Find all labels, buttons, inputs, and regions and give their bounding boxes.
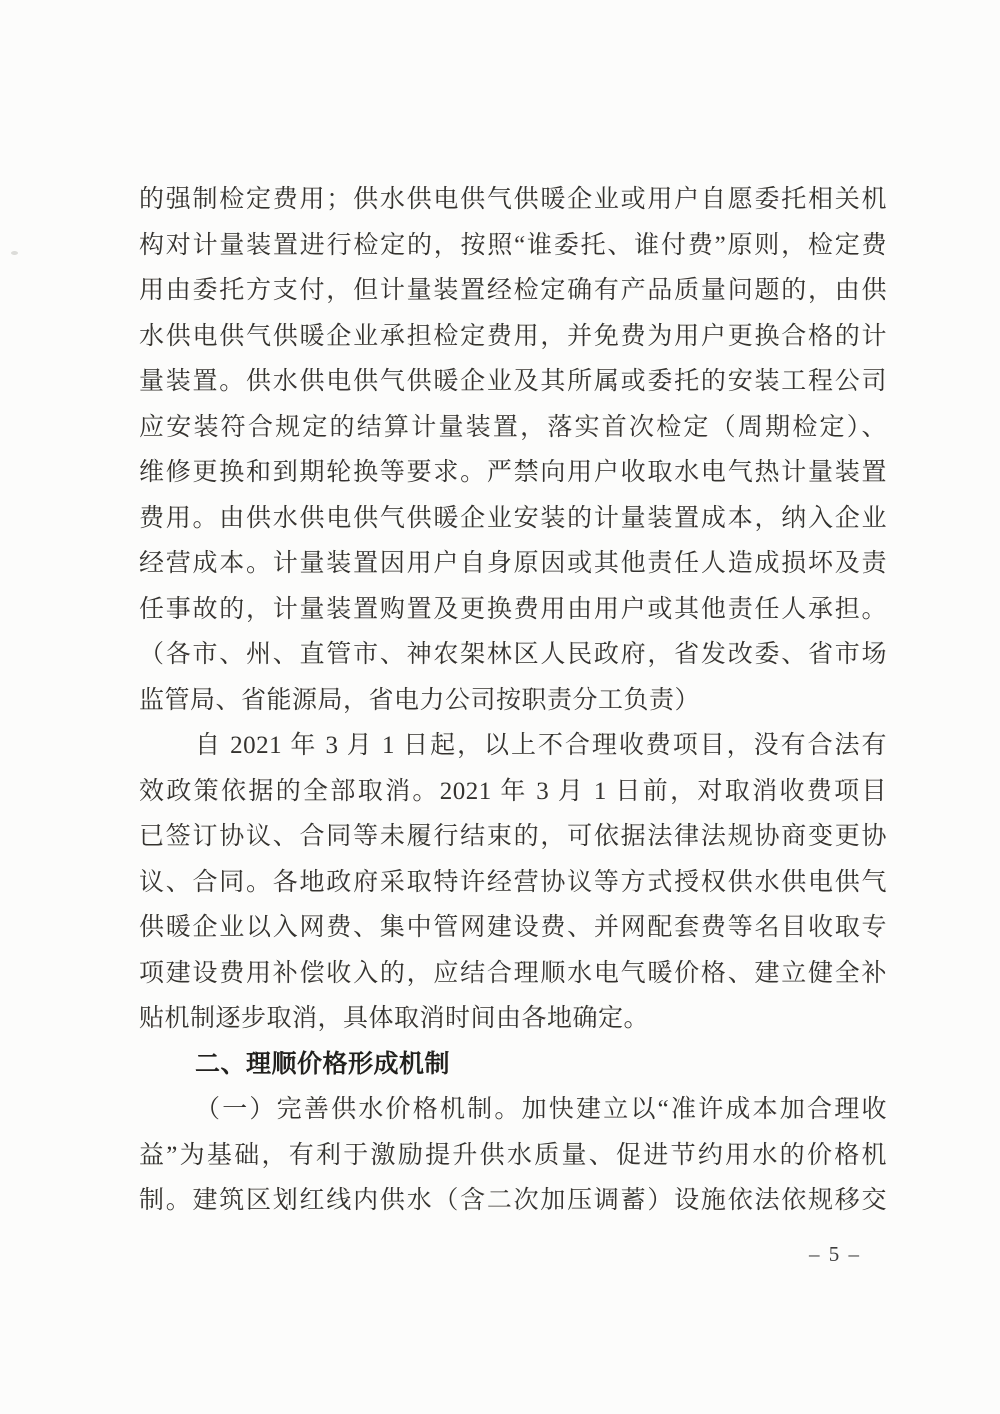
text-line: 量装置。供水供电供气供暖企业及其所属或委托的安装工程公司 (139, 368, 887, 395)
text-line: 构对计量装置进行检定的，按照“谁委托、谁付费”原则，检定费 (139, 231, 887, 259)
text-line: 水供电供气供暖企业承担检定费用，并免费为用户更换合格的计 (139, 322, 887, 350)
text-line: 制。建筑区划红线内供水（含二次加压调蓄）设施依法依规移交 (139, 1187, 887, 1214)
text-line: 监管局、省能源局，省电力公司按职责分工负责） (139, 686, 701, 714)
text-line: 应安装符合规定的结算计量装置，落实首次检定（周期检定）、 (139, 413, 887, 441)
text-line: 用由委托方支付，但计量装置经检定确有产品质量问题的，由供 (139, 277, 887, 304)
page-number: – 5 – (809, 1242, 861, 1266)
text-line: 益”为基础，有利于激励提升供水质量、促进节约用水的价格机 (139, 1141, 887, 1169)
text-line: 贴机制逐步取消，具体取消时间由各地确定。 (139, 1005, 650, 1032)
text-line: 项建设费用补偿收入的，应结合理顺水电气暖价格、建立健全补 (139, 959, 887, 987)
text-line: 费用。由供水供电供气供暖企业安装的计量装置成本，纳入企业 (139, 504, 887, 532)
text-line: 的强制检定费用；供水供电供气供暖企业或用户自愿委托相关机 (139, 186, 887, 213)
text-line: 任事故的，计量装置购置及更换费用由用户或其他责任人承担。 (139, 595, 887, 623)
text-line: 维修更换和到期轮换等要求。严禁向用户收取水电气热计量装置 (139, 459, 887, 486)
scan-artifact (11, 251, 18, 255)
text-block (139, 177, 887, 1224)
text-line: 经营成本。计量装置因用户自身原因或其他责任人造成损坏及责 (139, 550, 887, 577)
text-line: 供暖企业以入网费、集中管网建设费、并网配套费等名目收取专 (139, 914, 887, 941)
text-line: （一）完善供水价格机制。加快建立以“准许成本加合理收 (195, 1096, 887, 1123)
text-line: 效政策依据的全部取消。2021 年 3 月 1 日前，对取消收费项目 (139, 777, 887, 805)
text-line: 议、合同。各地政府采取特许经营协议等方式授权供水供电供气 (139, 868, 887, 896)
text-line: （各市、州、直管市、神农架林区人民政府，省发改委、省市场 (139, 641, 887, 668)
section-heading: 二、理顺价格形成机制 (195, 1049, 451, 1078)
text-line: 自 2021 年 3 月 1 日起，以上不合理收费项目，没有合法有 (195, 732, 887, 759)
text-line: 已签订协议、合同等未履行结束的，可依据法律法规协商变更协 (139, 823, 887, 850)
